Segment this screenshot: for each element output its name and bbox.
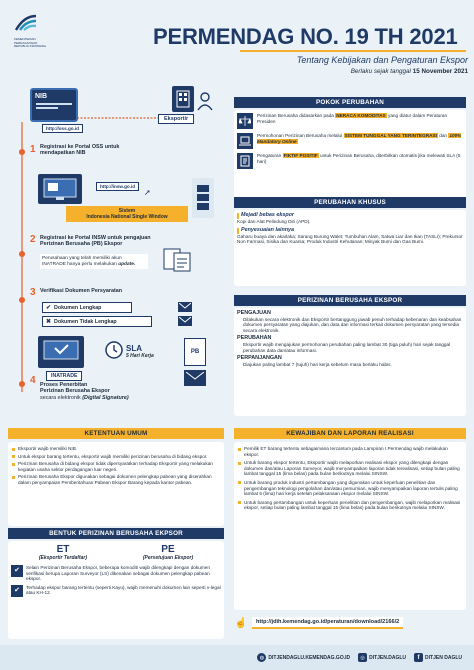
kewajiban-title: KEWAJIBAN DAN LAPORAN REALISASI	[234, 428, 466, 439]
step-3-number: 3	[30, 287, 36, 298]
cross-icon: ✖	[46, 319, 52, 325]
sla-box	[126, 344, 154, 359]
umum-item: Perizinan Berusaha Ekspor digunakan sebagai dokumen pelengkap pabean yang diserahkan dalam penyampaian Pemberitahuan Pabean Ekspor Barang kepada kantor pabean.	[12, 474, 220, 485]
ministry-logo-text: KEMENTERIAN PERDAGANGAN REPUBLIK INDONESIA	[14, 37, 47, 49]
step-2-note-text: Perusahaan yang telah memiliki akun INATRADE hanya perlu melakukan	[42, 256, 122, 267]
kewajiban-item: Untuk barang ekspor tertentu, Eksportir wajib melaporkan realisasi ekspor yang dilengkapi dengan dokumen dan/atau Laporan Surveyor, wajib menyampaikan laporan tidak terealisasi, setiap bulan paling lambat tanggal 15 (lima belas) pada bulan berikutnya melalui SINSW.	[238, 460, 462, 477]
mail-icon	[178, 302, 192, 312]
step-4-number: 4	[30, 375, 36, 386]
step-2-text: Registrasi ke Portal INSW untuk pengajuan Perizinan Berusaha (PB) Ekspor	[40, 235, 151, 248]
khusus-text-1: Kopi dan Alat Pelindung Diri (APD).	[237, 218, 311, 224]
sla-days: 5 Hari Kerja	[126, 353, 154, 359]
footer	[0, 645, 474, 670]
doc-incomplete-label: Dokumen Tidak Lengkap	[54, 318, 117, 325]
pokok-item-3-post: untuk Perizinan Berusaha, diterbitkan otomatis jika melewati SLA (5 hari)	[257, 153, 461, 164]
umum-section	[8, 428, 224, 520]
perizinan-heading-3: PERPANJANGAN	[237, 355, 282, 362]
nib-card	[30, 88, 78, 122]
bentuk-item-2-text: Terhadap ekspor barang tertentu (seperti Kayu), wajib memenuhi dokumen lain seperti v-legal atau KH-12.	[26, 584, 221, 596]
pb-label: PB	[190, 349, 200, 355]
pb-document-icon	[184, 338, 206, 366]
effective-date-value: 15 November 2021	[412, 68, 468, 75]
footer-site-text: DITJENDAGLU.KEMENDAG.GO.ID	[268, 654, 351, 661]
perizinan-text-1: Dilakukan secara elektronik dan Eksportir bertanggung jawab penuh terhadap kebenaran dan keabsahan dokumen persyaratan yang diajukan, dan data dan informasi terkait dokumen persyaratan yang tersedia secara elektronik.	[243, 316, 462, 333]
umum-list	[12, 446, 220, 486]
title-underline	[240, 50, 466, 52]
pokok-item-2-highlight-2: 100% Mandatory Online	[257, 133, 462, 144]
perizinan-heading-1: PENGAJUAN	[237, 310, 271, 316]
perizinan-body	[234, 308, 466, 416]
perizinan-heading-2: PERUBAHAN	[237, 335, 272, 342]
step-3-text: Verifikasi Dokumen Persyaratan	[40, 288, 123, 294]
nib-label: NIB	[35, 93, 48, 100]
step-1-text: Registrasi ke Portal OSS untuk mendapatkan NIB	[40, 144, 120, 157]
page-title: PERMENDAG NO. 19 TH 2021	[153, 24, 458, 49]
clock-icon	[104, 340, 124, 360]
oss-url[interactable]: http://oss.go.id	[42, 124, 83, 133]
umum-item: Untuk ekspor barang tertentu, eksportir wajib memiliki perizinan berusaha di bidang ekspor.	[12, 454, 220, 460]
bentuk-section	[8, 528, 224, 640]
khusus-title: PERUBAHAN KHUSUS	[234, 197, 466, 208]
signed-mail-icon	[184, 370, 206, 386]
pokok-item-1-highlight: NERACA KOMODITAS	[336, 113, 386, 118]
pokok-item-2-highlight: SISTEM TUNGGAL YANG TERINTEGRASI	[344, 133, 437, 138]
inatrade-monitor-icon	[38, 336, 84, 368]
document-icon	[160, 246, 194, 274]
et-abbrev: ET	[56, 544, 70, 555]
kewajiban-section	[234, 428, 466, 638]
khusus-text-2: Gaharu buaya dan akarlaka; Sarang Burung Walet; Tumbuhan Alam, Satwa Liar dan Ikan (TASLI); Prekursor Non Farmasi, Sisika dan Kuarsa; Produk Industri Kehutanan; Minyak Bumi dan Gas Bumi.	[237, 233, 463, 245]
perizinan-text-3: Diajukan paling lambat 7 (tujuh) hari kerja sebelum masa berlaku habis.	[243, 361, 392, 367]
kewajiban-item: Untuk barang produk industri pertambangan yang digunakan untuk keperluan penelitian dan pengembangan teknologi pengolahan dan/atau pemurnian, wajib menyampaikan laporan tertulis paling lambat 5 (lima) hari kerja setelah pelaksanaan ekspor melalui SINSW.	[238, 480, 462, 497]
bentuk-body	[8, 541, 224, 639]
cursor-click-icon: ☝	[234, 617, 248, 629]
step-4-line-c: secara elektronik	[40, 394, 81, 401]
khusus-section	[234, 197, 466, 289]
khusus-body	[234, 210, 466, 286]
cursor-icon: ➚	[144, 188, 151, 197]
step-4-line-d: (Digital Signature)	[82, 394, 129, 401]
bentuk-item-2	[11, 585, 221, 597]
pokok-body	[234, 110, 466, 203]
pokok-item-3	[237, 153, 463, 169]
pe-box	[143, 544, 193, 561]
mail-icon-2	[178, 316, 192, 326]
step-4-line-a: Proses Penerbitan	[40, 382, 88, 388]
certificate-icon	[237, 153, 253, 169]
ministry-logo	[14, 14, 50, 49]
sinsw-name: Indonesia National Single Window	[86, 214, 168, 220]
step-2-note	[40, 254, 148, 269]
sinsw-box	[66, 206, 188, 222]
pokok-item-3-pre: Pengaturan	[257, 153, 282, 158]
pokok-item-2-pre: Permohonan Perizinan Berusaha melalui	[257, 133, 343, 138]
page-subtitle: Tentang Kebijakan dan Pengaturan Ekspor	[296, 55, 468, 65]
doc-complete-label: Dokumen Lengkap	[54, 304, 102, 311]
insw-url[interactable]: http://insw.go.id	[96, 182, 139, 191]
et-label: (Eksportir Terdaftar)	[38, 555, 88, 561]
step-2-note-update: update.	[118, 261, 136, 267]
pokok-item-2	[237, 133, 463, 149]
umum-title: KETENTUAN UMUM	[8, 428, 224, 439]
jdih-url[interactable]: http://jdih.kemendag.go.id/peraturan/download/2166/2	[252, 617, 403, 629]
perizinan-title: PERIZINAN BERUSAHA EKSPOR	[234, 295, 466, 306]
khusus-heading-1: Mejadi bebas ekspor	[237, 213, 463, 219]
step-4-text	[40, 382, 190, 401]
step-4-line-b: Perizinan Berusaha Ekspor	[40, 388, 110, 395]
kewajiban-item: Pemilik ET barang tertentu sebagaimana tercantum pada Lampiran I Permendag wajib melakukan ekspor.	[238, 446, 462, 457]
step-1-number: 1	[30, 144, 36, 155]
kewajiban-item: Untuk barang pertambangan untuk keperluan penelitian dan pengembangan, wajib melaporkan realisasi ekspor, setiap bulan paling lambat tanggal 15 (lima belas) pada bulan berikutnya melalui SINSW.	[238, 500, 462, 511]
pokok-title: POKOK PERUBAHAN	[234, 97, 466, 108]
footer-instagram[interactable]	[358, 653, 406, 662]
pokok-section	[234, 97, 466, 203]
pe-label: (Persetujuan Ekspor)	[142, 555, 194, 561]
umum-body	[8, 442, 224, 526]
kewajiban-body	[234, 442, 466, 610]
bentuk-title: BENTUK PERIZINAN BERUSAHA EKPSOR	[8, 528, 224, 539]
et-box	[39, 544, 87, 561]
perizinan-text-2: Eksportir wajib mengajukan permohonan perubahan paling lambat 30 (tiga puluh) hari sejak tanggal perubahan data dan/atau informasi.	[243, 341, 451, 353]
log-icon: ✔	[11, 585, 23, 597]
step-2-number: 2	[30, 234, 36, 245]
pe-abbrev: PE	[161, 544, 175, 555]
bentuk-item-1-text: Selain Perizinan Berusaha Ekspor, beberapa komoditi wajib dilengkapi dengan dokumen verifikasi berupa Laporan Surveyor (LS) dikenakan sebagai dokumen pelengkap pabean ekspor.	[26, 565, 210, 582]
sinsw-title: Sistem	[118, 208, 136, 214]
checklist-icon: ✔	[11, 565, 23, 577]
pokok-item-2-mid: dan	[439, 133, 448, 138]
effective-date	[230, 68, 468, 75]
pokok-item-1	[237, 113, 463, 129]
eksportir-label: Eksportir	[158, 114, 194, 124]
balance-icon	[237, 113, 253, 129]
footer-instagram-text: DITJEN.DAGLU	[369, 654, 407, 661]
footer-facebook-text: DITJEN DAGLU	[425, 654, 462, 661]
umum-item: Eksportir wajib memiliki NIB.	[12, 446, 220, 452]
footer-facebook[interactable]	[414, 653, 462, 662]
globe-icon: ◍	[257, 653, 266, 662]
bentuk-item-1	[11, 565, 221, 582]
sla-title: SLA	[126, 344, 142, 353]
pokok-item-3-highlight: FIKTIF POSITIF	[283, 153, 318, 158]
facebook-icon: f	[414, 653, 423, 662]
kewajiban-list	[238, 446, 462, 511]
user-icon	[196, 90, 214, 112]
pokok-item-1-pre: Perizinan Berusaha didasarkan pada	[257, 113, 334, 118]
footer-site[interactable]	[257, 653, 350, 662]
doc-complete-row	[42, 302, 132, 313]
inatrade-label: INATRADE	[46, 371, 82, 381]
building-icon	[172, 86, 194, 112]
doc-incomplete-row	[42, 316, 152, 327]
perizinan-section	[234, 295, 466, 419]
ministry-logo-icon	[14, 14, 38, 32]
effective-prefix: Berlaku sejak tanggal	[350, 68, 411, 75]
pokok-item-1-post: yang diatur dalam Peraturan Presiden	[257, 113, 448, 124]
khusus-heading-2: Penyesuaian lainnya	[237, 228, 463, 234]
server-icon	[192, 178, 214, 218]
check-icon: ✔	[46, 305, 52, 311]
jdih-link-row	[234, 614, 466, 632]
instagram-icon: ◎	[358, 653, 367, 662]
flow-panel	[8, 82, 220, 410]
umum-item: Perizinan Berusaha di bidang ekspor tidak dipersyaratkan terhadap Eksportir yang melakukan kegiatan usaha sektor perdagangan luar negeri.	[12, 461, 220, 472]
laptop-icon	[237, 133, 253, 149]
monitor-icon	[38, 174, 82, 204]
